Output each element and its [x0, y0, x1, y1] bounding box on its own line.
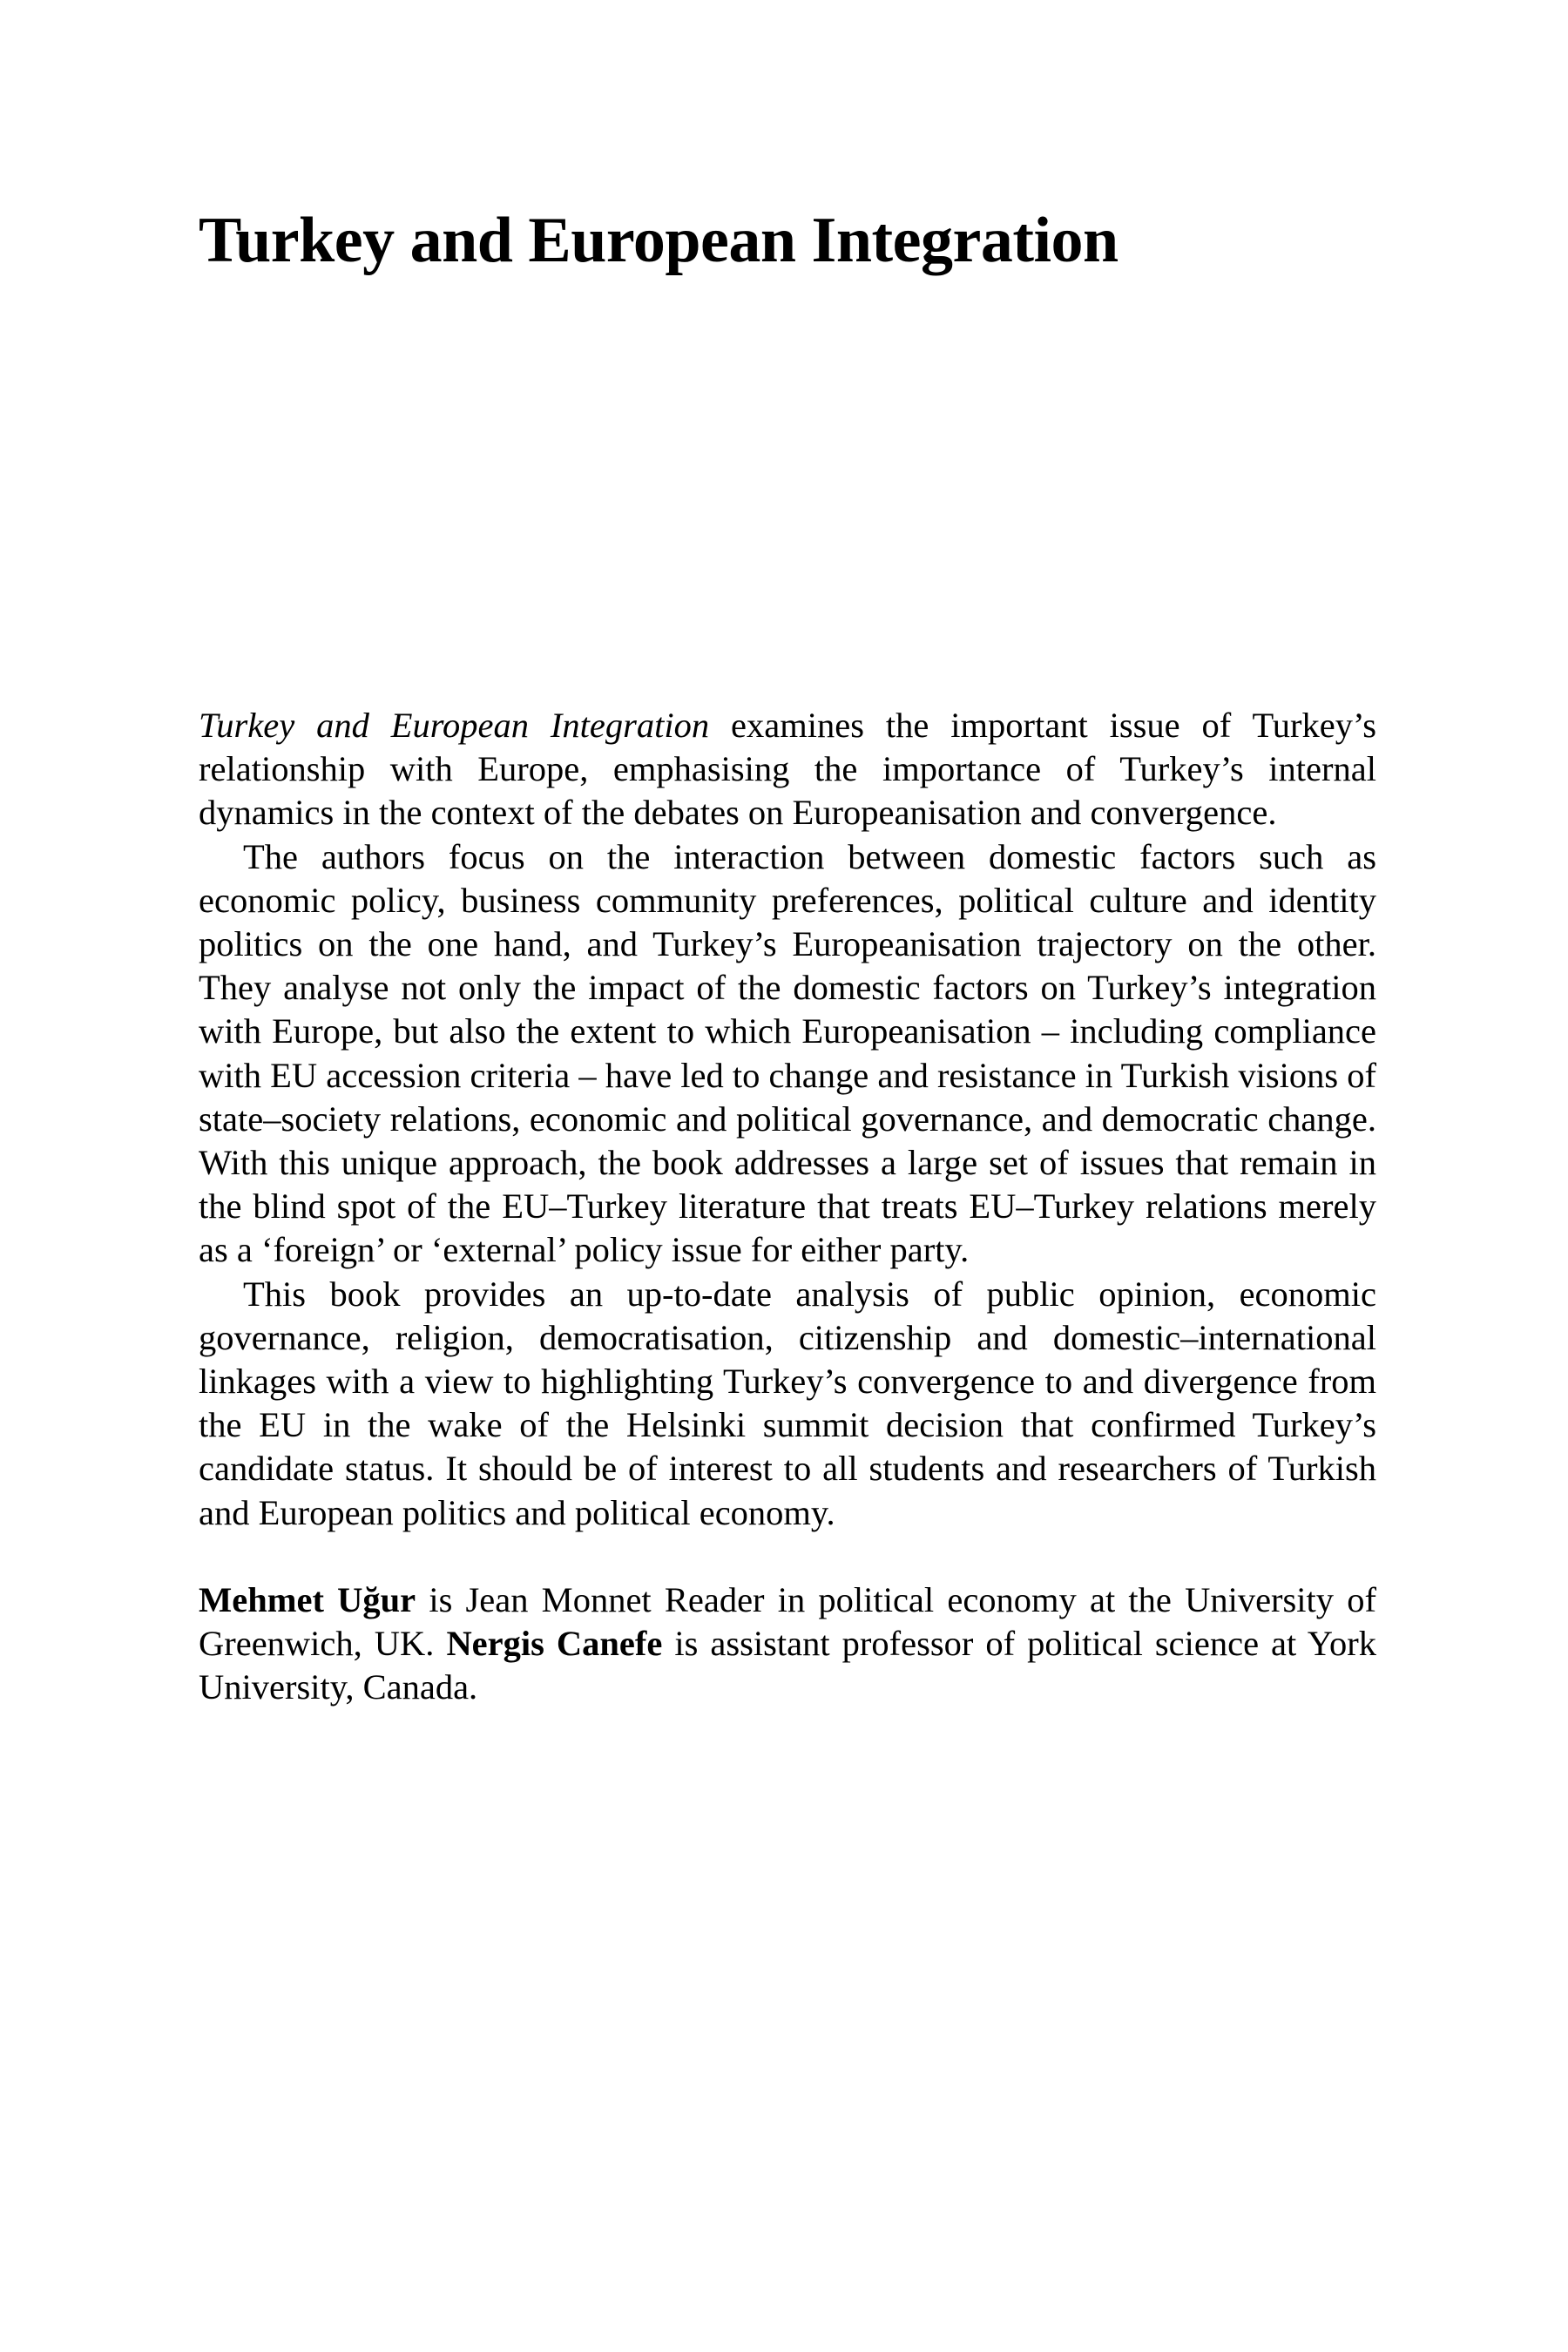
italic-book-title: Turkey and European Integration	[199, 706, 710, 745]
author-1-bio: is Jean Monnet Reader in political economy at the University of Greenwich, UK.	[199, 1579, 1376, 1664]
paragraph-1-text: examines the important issue of Turkey’s relationship with Europe, emphasising the importance of Turkey’s internal dynamics in the context of the debates on Europeanisation and convergence.	[199, 706, 1376, 833]
author-bios	[199, 1578, 1376, 1710]
book-title: Turkey and European Integration	[199, 205, 1119, 276]
description-paragraph-2: The authors focus on the interaction between domestic factors such as economic policy, business community preferences, political culture and identity politics on the one hand, and Turkey’s Europeanisation trajectory on the other. They analyse not only the impact of the domestic factors on Turkey’s integration with Europe, but also the extent to which Europeanisation – including compliance with EU accession criteria – have led to change and resistance in Turkish visions of state–society relations, economic and political governance, and democratic change. With this unique approach, the book addresses a large set of issues that remain in the blind spot of the EU–Turkey literature that treats EU–Turkey relations merely as a ‘foreign’ or ‘external’ policy issue for either party.	[199, 836, 1376, 1270]
author-2-bio: is assistant professor of political science at York University, Canada.	[199, 1624, 1376, 1707]
description-paragraph-1	[199, 704, 1376, 835]
description-paragraph-3: This book provides an up-to-date analysis of public opinion, economic governance, religion, democratisation, citizenship and domestic–international linkages with a view to highlighting Turkey’s convergence to and divergence from the EU in the wake of the Helsinki summit decision that confirmed Turkey’s candidate status. It should be of interest to all students and researchers of Turkish and European politics and political economy.	[199, 1274, 1376, 1532]
author-2-name: Nergis Canefe	[446, 1624, 663, 1664]
book-description	[199, 704, 1376, 1709]
author-1-name: Mehmet Uğur	[199, 1579, 416, 1619]
